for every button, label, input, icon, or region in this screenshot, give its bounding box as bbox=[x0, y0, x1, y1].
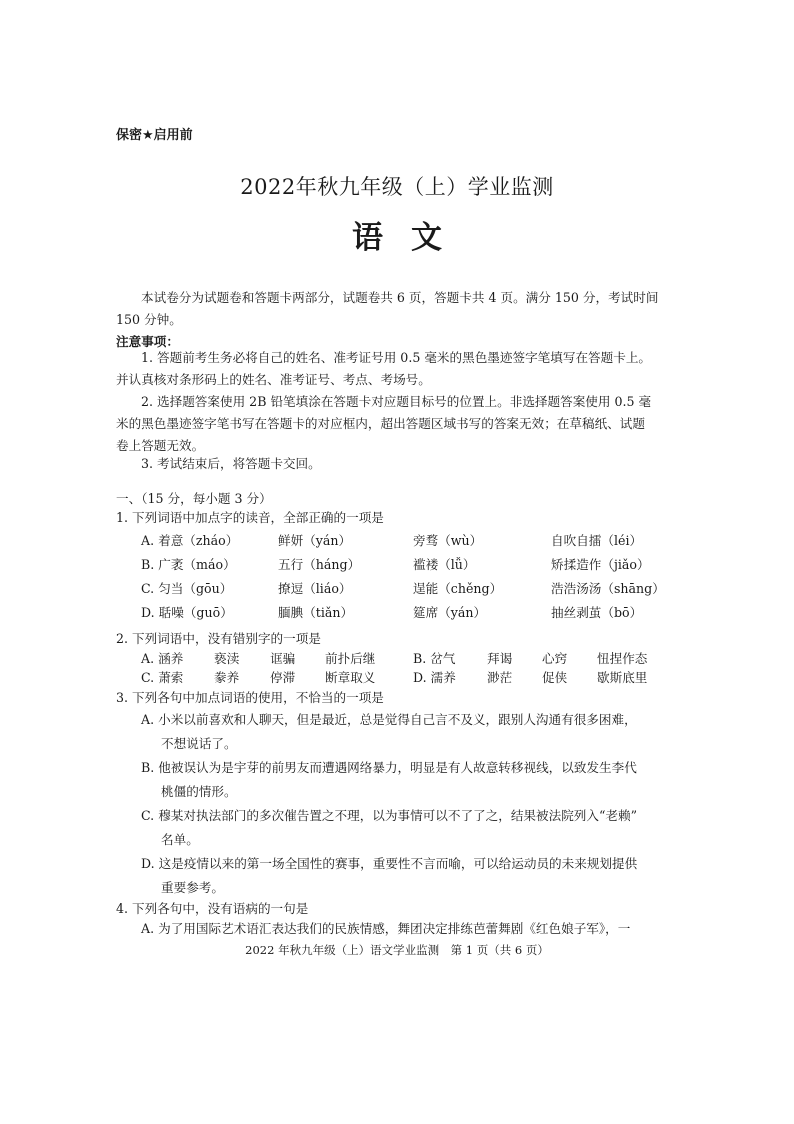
q1-option-d-word-4: 抽丝剥茧（bō） bbox=[551, 605, 643, 620]
page-footer: 2022 年秋九年级（上）语文学业监测 第 1 页（共 6 页） bbox=[245, 943, 549, 957]
note-2-line-3: 卷上答题无效。 bbox=[116, 438, 205, 453]
q1-option-b: B. 广袤（máo） bbox=[141, 557, 236, 572]
q3-option-d-line-1: D. 这是疫情以来的第一场全国性的赛事，重要性不言而喻，可以给运动员的未来规划提供 bbox=[141, 856, 638, 871]
q2-option-b-word-3: 心窍 bbox=[542, 651, 568, 666]
q3-option-c-line-1: C. 穆某对执法部门的多次催告置之不理，以为事情可以不了了之，结果被法院列入“老赖” bbox=[141, 808, 638, 823]
q2-option-c-word-3: 停滞 bbox=[270, 670, 296, 685]
q2-option-a-word-4: 前扑后继 bbox=[325, 651, 376, 666]
q1-option-d-word-2: 腼腆（tiǎn） bbox=[278, 605, 354, 620]
q2-option-a-word-2: 亵渎 bbox=[214, 651, 240, 666]
q2-option-c-word-2: 豢养 bbox=[214, 670, 240, 685]
section-1-heading: 一、（15 分，每小题 3 分） bbox=[116, 491, 272, 506]
q2-option-c-word-4: 断章取义 bbox=[325, 670, 376, 685]
q3-option-a-line-2: 不想说话了。 bbox=[161, 736, 237, 751]
q2-option-d-word-3: 促侠 bbox=[542, 670, 568, 685]
confidential-label: 保密★启用前 bbox=[116, 128, 193, 143]
q2-option-a: A. 涵养 bbox=[141, 651, 184, 666]
q1-option-d: D. 聒噪（guō） bbox=[141, 605, 233, 620]
exam-title: 2022年秋九年级（上）学业监测 bbox=[240, 175, 554, 199]
q2-option-d-word-2: 渺茫 bbox=[487, 670, 513, 685]
note-3: 3. 考试结束后，将答题卡交回。 bbox=[141, 456, 321, 471]
q3-option-d-line-2: 重要参考。 bbox=[161, 880, 224, 895]
q2-option-b: B. 岔气 bbox=[413, 651, 456, 666]
q2-option-d: D. 濡养 bbox=[413, 670, 456, 685]
q1-option-a-word-4: 自吹自擂（léi） bbox=[551, 533, 643, 548]
q1-option-c-word-2: 撩逗（liáo） bbox=[278, 581, 352, 596]
question-1-stem: 1. 下列词语中加点字的读音，全部正确的一项是 bbox=[116, 510, 384, 525]
q1-option-d-word-3: 筵席（yán） bbox=[413, 605, 487, 620]
q3-option-c-line-2: 名单。 bbox=[161, 832, 199, 847]
q4-option-a-line-1: A. 为了用国际艺术语汇表达我们的民族情感，舞团决定排练芭蕾舞剧《红色娘子军》，一 bbox=[141, 921, 631, 936]
q1-option-c-word-3: 逞能（chěng） bbox=[413, 581, 503, 596]
q1-option-a-word-3: 旁骛（wù） bbox=[413, 533, 483, 548]
note-2-line-2: 米的黑色墨迹签字笔书写在答题卡的对应框内，超出答题区域书写的答案无效；在草稿纸、试题 bbox=[116, 416, 645, 431]
q2-option-a-word-3: 诓骗 bbox=[270, 651, 296, 666]
q2-option-b-word-2: 拜谒 bbox=[487, 651, 513, 666]
subject-title: 语文 bbox=[352, 220, 470, 256]
q1-option-a: A. 着意（zháo） bbox=[141, 533, 239, 548]
intro-line-2: 150 分钟。 bbox=[116, 312, 182, 327]
q2-option-c: C. 萧索 bbox=[141, 670, 184, 685]
q1-option-b-word-4: 矫揉造作（jiǎo） bbox=[551, 557, 650, 572]
q1-option-b-word-3: 褴褛（lǚ） bbox=[413, 557, 476, 572]
intro-line-1: 本试卷分为试题卷和答题卡两部分，试题卷共 6 页，答题卡共 4 页。满分 150 分，考试时间 bbox=[141, 290, 659, 305]
q1-option-c: C. 匀当（gōu） bbox=[141, 581, 233, 596]
note-2-line-1: 2. 选择题答案使用 2B 铅笔填涂在答题卡对应题目标号的位置上。非选择题答案使用 0.5 毫 bbox=[141, 394, 652, 409]
q2-option-d-word-4: 歇斯底里 bbox=[597, 670, 648, 685]
q3-option-a-line-1: A. 小米以前喜欢和人聊天，但是最近，总是觉得自己言不及义，跟别人沟通有很多困难， bbox=[141, 712, 637, 727]
question-3-stem: 3. 下列各句中加点词语的使用，不恰当的一项是 bbox=[116, 690, 384, 705]
q1-option-b-word-2: 五行（háng） bbox=[278, 557, 361, 572]
q3-option-b-line-1: B. 他被误认为是宇芽的前男友而遭遇网络暴力，明显是有人故意转移视线，以致发生李代 bbox=[141, 760, 637, 775]
q1-option-a-word-2: 鲜妍（yán） bbox=[278, 533, 352, 548]
note-1-line-1: 1. 答题前考生务必将自己的姓名、准考证号用 0.5 毫米的黑色墨迹签字笔填写在答题卡上。 bbox=[141, 350, 652, 365]
notes-heading: 注意事项： bbox=[116, 334, 179, 349]
q2-option-b-word-4: 忸捏作态 bbox=[597, 651, 648, 666]
q3-option-b-line-2: 桃僵的情形。 bbox=[161, 784, 237, 799]
note-1-line-2: 并认真核对条形码上的姓名、准考证号、考点、考场号。 bbox=[116, 372, 431, 387]
question-4-stem: 4. 下列各句中，没有语病的一句是 bbox=[116, 901, 309, 916]
question-2-stem: 2. 下列词语中，没有错别字的一项是 bbox=[116, 631, 321, 646]
q1-option-c-word-4: 浩浩汤汤（shāng） bbox=[551, 581, 665, 596]
